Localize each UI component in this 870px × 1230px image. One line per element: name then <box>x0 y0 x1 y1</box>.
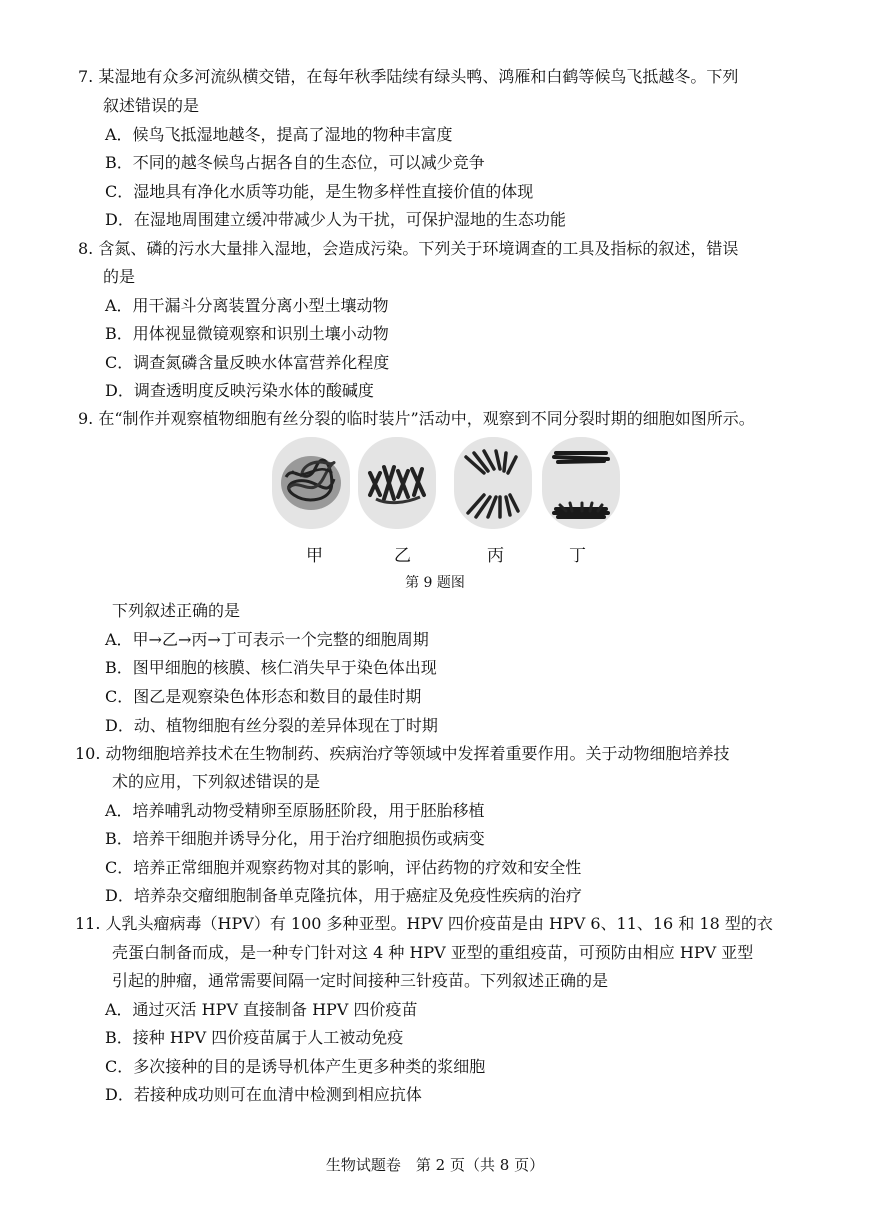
q7-stem <box>78 66 738 88</box>
cell-bing-image <box>454 437 532 529</box>
q9-number: 9. <box>78 409 94 428</box>
q11-number: 11. <box>75 914 101 933</box>
mitosis-figure <box>270 437 630 537</box>
q9-stem-line2: 下列叙述正确的是 <box>112 601 241 620</box>
q7-option-c: C．湿地具有净化水质等功能，是生物多样性直接价值的体现 <box>105 182 534 201</box>
q9-option-c: C．图乙是观察染色体形态和数目的最佳时期 <box>105 687 422 706</box>
q8-option-b: B．用体视显微镜观察和识别土壤小动物 <box>105 324 389 343</box>
q7-number: 7. <box>78 67 94 86</box>
q8-option-c: C．调查氮磷含量反映水体富营养化程度 <box>105 353 390 372</box>
q9-stem-line1: 在“制作并观察植物细胞有丝分裂的临时装片”活动中，观察到不同分裂时期的细胞如图所示。 <box>98 409 755 428</box>
q11-stem-line2: 壳蛋白制备而成，是一种专门针对这 4 种 HPV 亚型的重组疫苗，可预防由相应 HPV 亚型 <box>112 943 754 962</box>
q9-option-b: B．图甲细胞的核膜、核仁消失早于染色体出现 <box>105 658 437 677</box>
q10-stem <box>75 743 730 765</box>
q11-stem-line3: 引起的肿瘤，通常需要间隔一定时间接种三针疫苗。下列叙述正确的是 <box>112 971 609 990</box>
q8-stem-line1: 含氮、磷的污水大量排入湿地，会造成污染。下列关于环境调查的工具及指标的叙述，错误 <box>98 239 739 258</box>
cell-yi-image <box>358 437 436 529</box>
q9-option-a: A．甲→乙→丙→丁可表示一个完整的细胞周期 <box>105 630 429 649</box>
q11-option-d: D．若接种成功则可在血清中检测到相应抗体 <box>105 1085 422 1104</box>
q8-option-a: A．用干漏斗分离装置分离小型土壤动物 <box>105 296 389 315</box>
q10-option-d: D．培养杂交瘤细胞制备单克隆抗体，用于癌症及免疫性疾病的治疗 <box>105 886 582 905</box>
q9-stem <box>78 408 755 430</box>
q7-stem-line1: 某湿地有众多河流纵横交错，在每年秋季陆续有绿头鸭、鸿雁和白鹤等候鸟飞抵越冬。下列 <box>98 67 739 86</box>
q10-option-c: C．培养正常细胞并观察药物对其的影响，评估药物的疗效和安全性 <box>105 858 582 877</box>
q10-option-a: A．培养哺乳动物受精卵至原肠胚阶段，用于胚胎移植 <box>105 801 485 820</box>
q8-stem-line2: 的是 <box>103 267 136 286</box>
cell-jia-image <box>272 437 350 529</box>
figure-label-yi: 乙 <box>394 546 411 566</box>
q10-option-b: B．培养干细胞并诱导分化，用于治疗细胞损伤或病变 <box>105 829 485 848</box>
q11-stem-line1: 人乳头瘤病毒（HPV）有 100 多种亚型。HPV 四价疫苗是由 HPV 6、11、16 和 18 型的衣 <box>105 914 773 933</box>
q8-option-d: D．调查透明度反映污染水体的酸碱度 <box>105 381 374 400</box>
figure-label-bing: 丙 <box>487 546 504 566</box>
figure-label-ding: 丁 <box>569 546 586 566</box>
q8-stem <box>78 238 738 260</box>
page-footer: 生物试题卷 第 2 页（共 8 页） <box>325 1156 545 1174</box>
q11-stem <box>75 913 773 935</box>
q7-option-d: D．在湿地周围建立缓冲带减少人为干扰，可保护湿地的生态功能 <box>105 210 566 229</box>
figure-caption: 第 9 题图 <box>405 575 465 591</box>
cell-ding-image <box>542 437 620 529</box>
q10-number: 10. <box>75 744 101 763</box>
q11-option-b: B．接种 HPV 四价疫苗属于人工被动免疫 <box>105 1028 404 1047</box>
figure-label-jia: 甲 <box>306 546 323 566</box>
q11-option-a: A．通过灭活 HPV 直接制备 HPV 四价疫苗 <box>105 1000 418 1019</box>
q7-stem-line2: 叙述错误的是 <box>103 96 200 115</box>
q8-number: 8. <box>78 239 94 258</box>
q10-stem-line1: 动物细胞培养技术在生物制药、疾病治疗等领域中发挥着重要作用。关于动物细胞培养技 <box>105 744 730 763</box>
q11-option-c: C．多次接种的目的是诱导机体产生更多种类的浆细胞 <box>105 1057 486 1076</box>
q9-option-d: D．动、植物细胞有丝分裂的差异体现在丁时期 <box>105 716 438 735</box>
q7-option-b: B．不同的越冬候鸟占据各自的生态位，可以减少竞争 <box>105 153 485 172</box>
q7-option-a: A．候鸟飞抵湿地越冬，提高了湿地的物种丰富度 <box>105 125 453 144</box>
q10-stem-line2: 术的应用，下列叙述错误的是 <box>112 772 321 791</box>
